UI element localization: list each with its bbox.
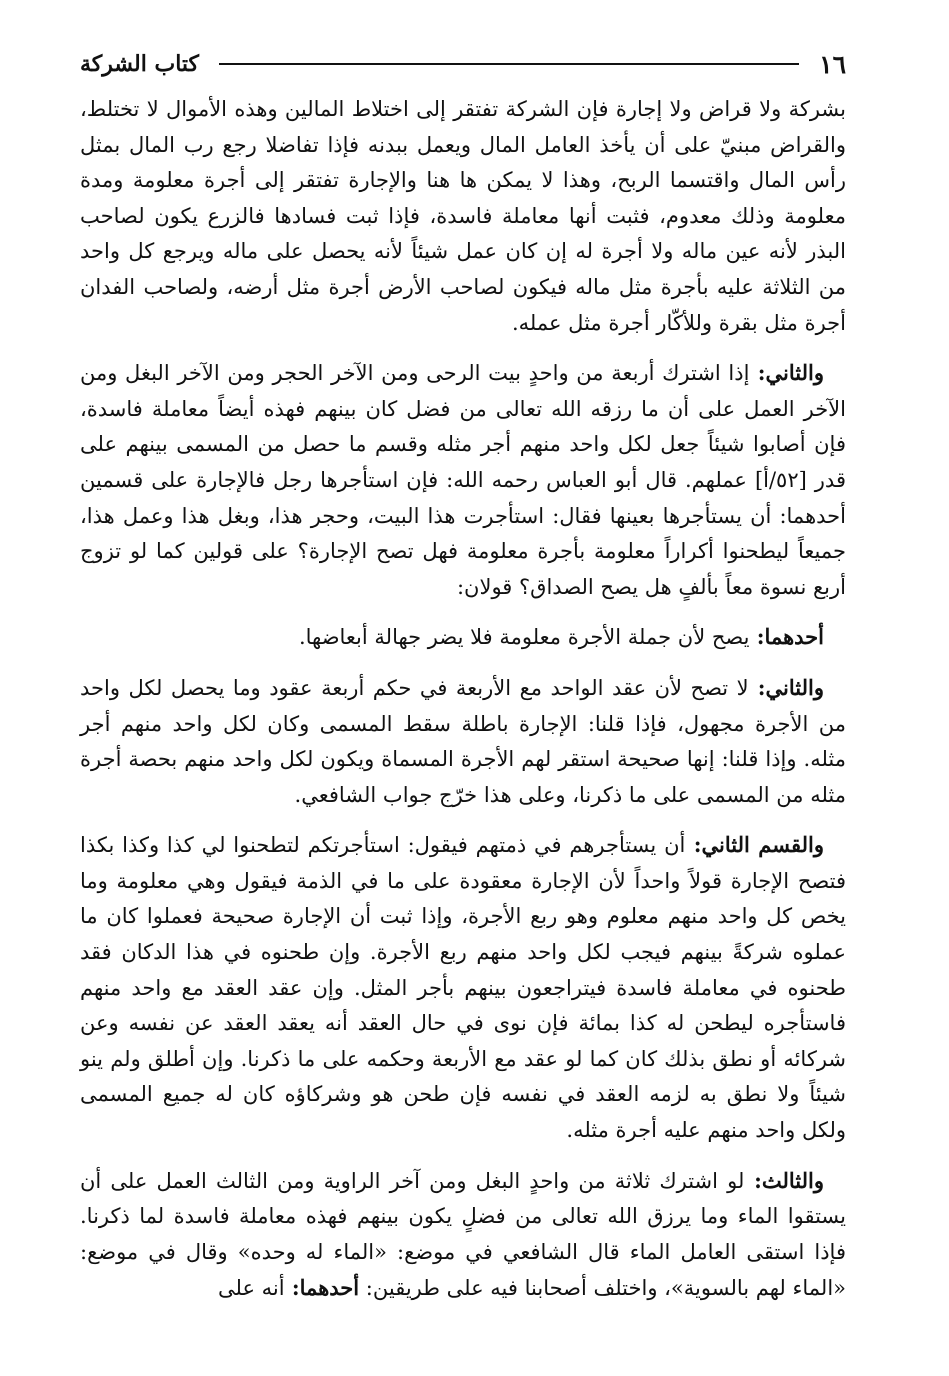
paragraph-inline-bold: أحدهما: (284, 1275, 360, 1301)
paragraph-text: لو اشترك ثلاثة من واحدٍ البغل ومن آخر الراوية ومن الثالث العمل على أن يستقوا الماء وما يرزق الله تعالى من فضلٍ يكون بينهم فهذه معاملة فاسدة لما ذكرنا. فإذا استقى العامل الماء قال الشافعي في موضع: «الماء له وحده» وقال في موضع: «الماء لهم بالسوية»، واختلف أصحابنا فيه على طريقين: (80, 1168, 846, 1301)
page-body (80, 92, 846, 1307)
paragraph-lead: والثالث: (744, 1167, 824, 1193)
paragraph-6 (80, 1163, 846, 1307)
paragraph-text: لا تصح لأن عقد الواحد مع الأربعة في حكم أربعة عقود وما يحصل لكل واحد من الأجرة مجهول، فإذا قلنا: الإجارة باطلة سقط المسمى وكان لكل واحد منهم أجر مثله. وإذا قلنا: إنها صحيحة استقر لهم الأجرة المسماة ويكون لكل واحد منهم بحصة أجرة مثله من المسمى على ما ذكرنا، وعلى هذا خرّج جواب الشافعي. (80, 675, 846, 807)
paragraph-lead: أحدهما: (749, 624, 824, 650)
paragraph-3 (80, 619, 846, 656)
paragraph-text: بشركة ولا قراض ولا إجارة فإن الشركة تفتقر إلى اختلاط المالين وهذه الأموال لا تختلط، والقراض مبنيّ على أن يأخذ العامل المال ويعمل ببدنه فإذا تفاضلا رجع رب المال بمثل رأس المال واقتسما الربح، وهذا لا يمكن ها هنا والإجارة تفتقر إلى أجرة معلومة ومدة معلومة وذلك معدوم، فثبت أنها معاملة فاسدة، فإذا ثبت فسادها فالزرع يكون لصاحب البذر لأنه عين ماله ولا أجرة له إن كان عمل شيئاً لأنه يحصل على ماله ويرجع كل واحد من الثلاثة عليه بأجرة مثل ماله فيكون لصاحب الأرض أجرة مثل أرضه، ولصاحب الفدان أجرة مثل بقرة وللأكّار أجرة مثل عمله. (80, 97, 846, 335)
paragraph-4 (80, 670, 846, 813)
paragraph-lead: والثاني: (749, 360, 824, 386)
paragraph-5 (80, 827, 846, 1148)
paragraph-tail: أنه على (217, 1276, 285, 1301)
running-title: كتاب الشركة (80, 51, 200, 77)
header-rule (219, 63, 799, 65)
page-number: ١٦ (819, 49, 846, 79)
paragraph-lead: والثاني: (748, 674, 824, 700)
paragraph-text: يصح لأن جملة الأجرة معلومة فلا يضر جهالة أبعاضها. (298, 625, 750, 650)
page-header (80, 44, 846, 84)
paragraph-2 (80, 355, 846, 605)
paragraph-text: أن يستأجرهم في ذمتهم فيقول: استأجرتكم لتطحنوا لي كذا وكذا بكذا فتصح الإجارة قولاً واحداً لأن الإجارة معقودة على ما في الذمة فيقول وهي معلومة وما يخص كل واحد منهم معلوم وهو ربع الأجرة، وإذا ثبت أن الإجارة صحيحة فعملوا كان ما عملوه شركةً بينهم فيجب لكل واحد منهم ربع الأجرة. وإن طحنوه في هذا الدكان فقد طحنوه في معاملة فاسدة فيتراجعون بينهم بأجر المثل. وإن عقد العقد مع واحد منهم فاستأجره ليطحن له كذا بمائة فإن نوى في حال العقد أنه يعقد العقد عن نفسه وعن شركائه أو نطق بذلك كان كما لو عقد مع الأربعة وحكمه على ما ذكرنا. وإن أطلق ولم ينو شيئاً ولا نطق به لزمه العقد في نفسه فإن طحن هو وشركاؤه كان له جميع المسمى ولكل واحد منهم عليه أجرة مثله. (80, 833, 846, 1143)
paragraph-1 (80, 92, 846, 341)
paragraph-lead: والقسم الثاني: (685, 832, 824, 858)
paragraph-text: إذا اشترك أربعة من واحدٍ بيت الرحى ومن الآخر الحجر ومن الآخر البغل ومن الآخر العمل على أن ما رزقه الله تعالى من فضل كان بينهم فهذه أيضاً معاملة فاسدة، فإن أصابوا شيئاً جعل لكل واحد منهم أجر مثله وقسم ما حصل من المسمى بينهم على قدر [٥٢/أ] عملهم. قال أبو العباس رحمه الله: فإن استأجرها رجل فالإجارة على قسمين أحدهما: أن يستأجرها بعينها فقال: استأجرت هذا البيت، وحجر هذا، وبغل هذا وعمل هذا، جميعاً ليطحنوا أكراراً معلومة بأجرة معلومة فهل تصح الإجارة؟ على قولين كما لو تزوج أربع نسوة معاً بألفٍ هل يصح الصداق؟ قولان: (80, 361, 846, 599)
